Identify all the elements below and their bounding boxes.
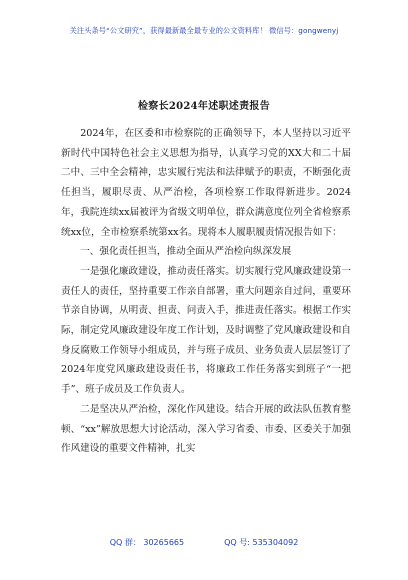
- header-note: 关注头条号“公文研究”，获得最新最全最专业的公文资料库！ 微信号：gongwenyj: [69, 26, 339, 35]
- footer-contact: [0, 537, 408, 548]
- paragraph-1: 一是强化廉政建设，推动责任落实。切实履行党风廉政建设第一责任人的责任，坚持重要工作亲自部署，重大问题亲自过问，重要环节亲自协调，从明责、担责、问责入手，推进责任落实。根据工作实际，制定党风廉政建设年度工作计划，及时调整了党风廉政建设和自身反腐败工作领导小组成员，并与班子成员、业务负责人层层签订了2024年度党风廉政建设责任书，将廉政工作任务落实到班子“一把手”、班子成员及工作负责人。: [61, 265, 351, 396]
- paragraph-intro: 2024年，在区委和市检察院的正确领导下，本人坚持以习近平新时代中国特色社会主义思想为指导，认真学习党的XX大和二十届二中、三中全会精神，忠实履行宪法和法律赋予的职责，不断强化责任担当，履职尽责、从严治检，各项检察工作取得新进步。2024年，我院连续xx届被评为省级文明单位，群众满意度位列全省检察系统xx位，全市检察系统第xx名。现将本人履职履责情况报告如下：: [61, 128, 351, 238]
- document-body: [61, 124, 351, 459]
- paragraph-2: 二是坚决从严治检，深化作风建设。结合开展的政法队伍教育整顿、“xx”解放思想大讨论活动，深入学习省委、市委、区委关于加强作风建设的重要文件精神，扎实: [61, 403, 351, 455]
- qq-group: QQ 群： 30265665: [109, 538, 185, 547]
- document-title: 检察长2024年述职述责报告: [137, 101, 271, 112]
- qq-number: QQ 号: 535304092: [224, 538, 299, 547]
- section-heading-1: 一、强化责任担当，推动全面从严治检向纵深发展: [80, 246, 292, 258]
